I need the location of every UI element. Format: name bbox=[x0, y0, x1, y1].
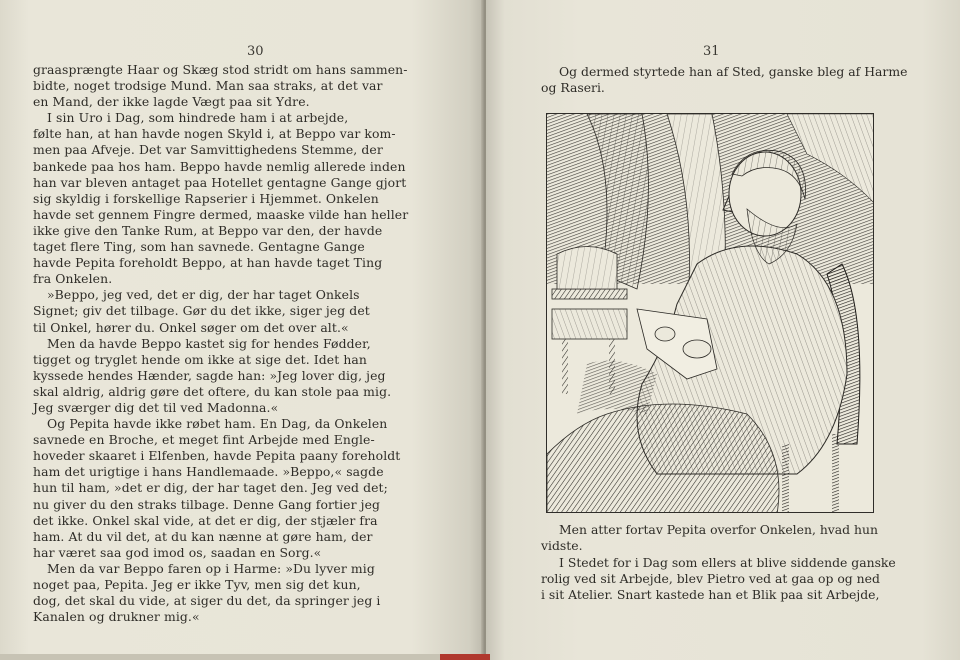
book-cover-edge bbox=[440, 654, 490, 660]
right-page-bottom-text bbox=[541, 522, 896, 603]
text-line: rolig ved sit Arbejde, blev Pietro ved at gaa op og ned bbox=[541, 570, 880, 586]
text-line: Og Pepita havde ikke røbet ham. En Dag, da Onkelen bbox=[47, 416, 388, 432]
text-line: »Beppo, jeg ved, det er dig, der har taget Onkels bbox=[47, 287, 360, 303]
text-line: Jeg sværger dig det til ved Madonna.« bbox=[33, 399, 279, 415]
text-line: til Onkel, hører du. Onkel søger om det over alt.« bbox=[33, 319, 349, 335]
illustration-old-man-reading bbox=[546, 113, 874, 513]
text-line: en Mand, der ikke lagde Vægt paa sit Ydre. bbox=[33, 94, 310, 110]
text-line: han var bleven antaget paa Hotellet gentagne Gange gjort bbox=[33, 174, 407, 190]
text-line: graasprængte Haar og Skæg stod stridt om hans sammen- bbox=[33, 62, 408, 77]
text-line: hun til ham, »det er dig, der har taget den. Jeg ved det; bbox=[33, 480, 388, 496]
text-line: tigget og tryglet hende om ikke at sige det. Idet han bbox=[33, 351, 368, 367]
text-line: taget flere Ting, som han savnede. Gentagne Gange bbox=[33, 239, 365, 255]
text-line: bankede paa hos ham. Beppo havde nemlig allerede inden bbox=[33, 158, 406, 174]
text-line: Men da var Beppo faren op i Harme: »Du lyver mig bbox=[47, 560, 375, 576]
text-line: Og dermed styrtede han af Sted, ganske bleg af Harme bbox=[559, 64, 908, 79]
left-page-text bbox=[33, 62, 445, 625]
text-line: bidte, noget trodsige Mund. Man saa straks, at det var bbox=[33, 78, 383, 94]
text-line: fra Onkelen. bbox=[33, 271, 113, 287]
text-line: noget paa, Pepita. Jeg er ikke Tyv, men sig det kun, bbox=[33, 577, 361, 592]
text-line: Signet; giv det tilbage. Gør du det ikke, siger jeg det bbox=[33, 303, 370, 319]
text-line: kyssede hendes Hænder, sagde han: »Jeg lover dig, jeg bbox=[33, 367, 386, 383]
text-line: Kanalen og drukner mig.« bbox=[33, 609, 200, 625]
illustration-drawing bbox=[547, 114, 874, 513]
text-line: hoveder skaaret i Elfenben, havde Pepita paany foreholdt bbox=[33, 448, 401, 464]
text-line: har været saa god imod os, saadan en Sorg.« bbox=[33, 544, 322, 560]
text-line: dog, det skal du vide, at siger du det, da springer jeg i bbox=[33, 593, 381, 609]
text-line: og Raseri. bbox=[541, 80, 605, 96]
text-line: ham det urigtige i hans Handlemaade. »Beppo,« sagde bbox=[33, 464, 384, 480]
right-page-top-text bbox=[541, 64, 908, 97]
text-line: ikke give den Tanke Rum, at Beppo var den, der havde bbox=[33, 222, 383, 238]
text-line: vidste. bbox=[541, 538, 583, 554]
text-line: nu giver du den straks tilbage. Denne Gang fortier jeg bbox=[33, 496, 381, 512]
text-line: havde set gennem Fingre dermed, maaske vilde han heller bbox=[33, 206, 409, 222]
text-line: skal aldrig, aldrig gøre det oftere, du kan stole paa mig. bbox=[33, 383, 392, 399]
page-number-right: 31 bbox=[703, 44, 720, 59]
text-line: i sit Atelier. Snart kastede han et Blik paa sit Arbejde, bbox=[541, 587, 880, 603]
text-line: ham. At du vil det, at du kan nænne at gøre ham, der bbox=[33, 528, 373, 544]
text-line: sig skyldig i forskellige Rapserier i Hjemmet. Onkelen bbox=[33, 190, 379, 206]
text-line: I Stedet for i Dag som ellers at blive siddende ganske bbox=[559, 554, 896, 570]
text-line: Men atter fortav Pepita overfor Onkelen, hvad hun bbox=[559, 522, 878, 537]
page-number-left: 30 bbox=[247, 44, 264, 59]
text-line: Men da havde Beppo kastet sig for hendes Fødder, bbox=[47, 335, 371, 351]
text-line: følte han, at han havde nogen Skyld i, at Beppo var kom- bbox=[33, 126, 396, 142]
text-line: I sin Uro i Dag, som hindrede ham i at arbejde, bbox=[47, 110, 349, 126]
text-line: men paa Afveje. Det var Samvittighedens Stemme, der bbox=[33, 142, 383, 158]
text-line: det ikke. Onkel skal vide, at det er dig, der stjæler fra bbox=[33, 512, 378, 528]
text-line: savnede en Broche, et meget fint Arbejde med Engle- bbox=[33, 432, 375, 448]
text-line: havde Pepita foreholdt Beppo, at han havde taget Ting bbox=[33, 255, 383, 271]
